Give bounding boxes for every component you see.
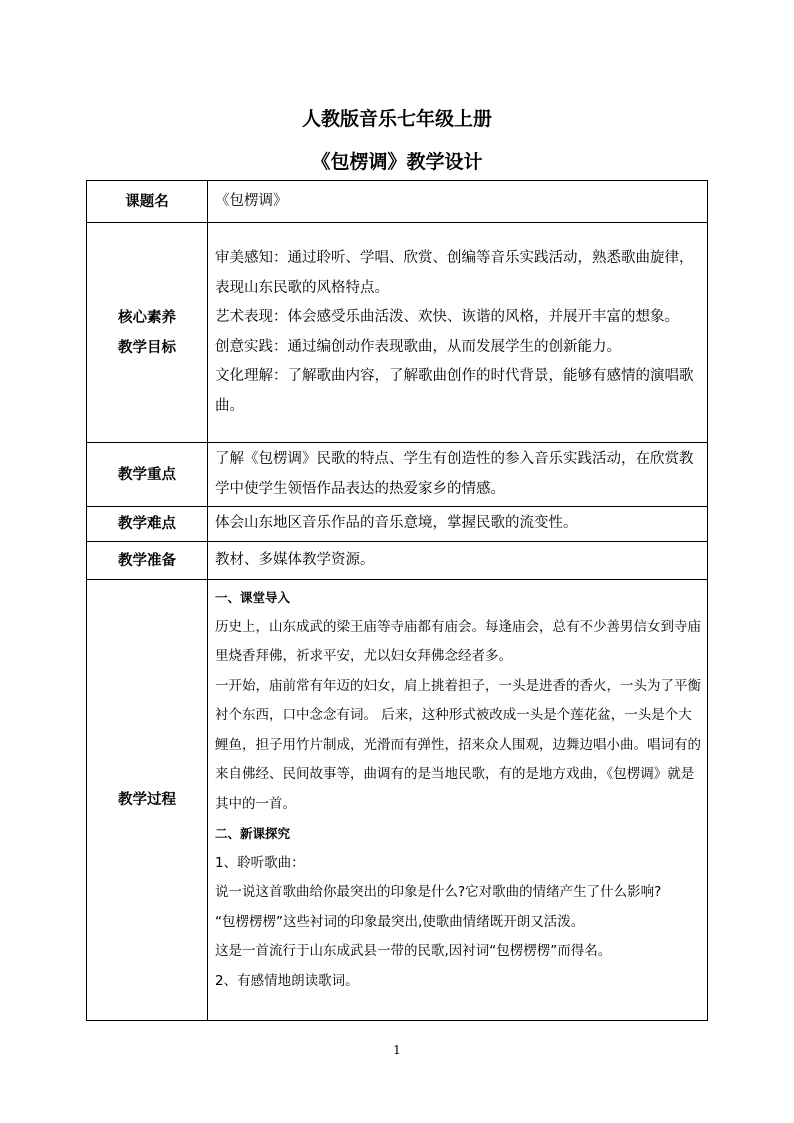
section-heading-intro: 一、课堂导入: [215, 590, 291, 605]
row-label-goals: [87, 223, 208, 443]
goals-label-line1: 核心素养: [118, 309, 176, 326]
key-text: 了解《包楞调》民歌的特点、学生有创造性的参入音乐实践活动，在欣赏教学中使学生领悟作品表达的热爱家乡的情感。: [215, 451, 694, 497]
goal-expression: 艺术表现：体会感受乐曲活泼、欢快、诙谐的风格，并展开丰富的想象。: [215, 309, 679, 325]
row-label-topic: 课题名: [87, 181, 208, 223]
prep-text: 教材、多媒体教学资源。: [215, 551, 375, 568]
listen-answer: “包楞楞楞”这些衬词的印象最突出,使歌曲情绪既开朗又活泼。: [215, 913, 585, 930]
row-label-prep: 教学准备: [87, 542, 208, 580]
row-content-topic: [208, 181, 708, 223]
document-subtitle: 《包楞调》教学设计: [311, 151, 483, 173]
goal-creativity: 创意实践：通过编创动作表现歌曲，从而发展学生的创新能力。: [215, 338, 621, 355]
lesson-plan-table: [86, 180, 708, 1021]
goals-label-line2: 教学目标: [118, 339, 176, 356]
table-row-key: [87, 443, 708, 507]
step-listen: 1、聆听歌曲：: [215, 854, 305, 871]
step-read-lyrics: 2、有感情地朗读歌词。: [215, 972, 359, 989]
table-row-process: [87, 580, 708, 1021]
song-origin: 这是一首流行于山东成武县一带的民歌,因衬词“包楞楞楞”而得名。: [215, 943, 612, 959]
section-heading-explore: 二、新课探究: [215, 826, 291, 841]
row-label-key: 教学重点: [87, 443, 208, 507]
document-title: 人教版音乐七年级上册: [301, 108, 492, 130]
listen-question: 说一说这首歌曲给你最突出的印象是什么?它对歌曲的情绪产生了什么影响?: [215, 884, 662, 900]
goal-culture: 文化理解：了解歌曲内容，了解歌曲创作的时代背景，能够有感情的演唱歌曲。: [215, 368, 694, 414]
row-content-prep: [208, 542, 708, 580]
intro-paragraph-1: 历史上，山东成武的梁王庙等寺庙都有庙会。每逢庙会，总有不少善男信女到寺庙里烧香拜佛，祈求平安，尤以妇女拜佛念经者多。: [215, 618, 701, 664]
row-content-process: [208, 580, 708, 1021]
table-row-goals: [87, 223, 708, 443]
table-row-topic: [87, 181, 708, 223]
page-number: 1: [393, 1043, 401, 1057]
difficulty-text: 体会山东地区音乐作品的音乐意境，掌握民歌的流变性。: [215, 515, 578, 532]
table-row-prep: [87, 542, 708, 580]
row-label-difficulty: 教学难点: [87, 507, 208, 542]
intro-paragraph-2: 一开始，庙前常有年迈的妇女，肩上挑着担子，一头是进香的香火，一头为了平衡衬个东西，口中念念有词。 后来，这种形式被改成一头是个莲花盆，一头是个大鲤鱼，担子用竹片制成，光滑而有弹性，招来众人围观，边舞边唱小曲。唱词有的来自佛经、民间故事等，曲调有的是当地民歌，有的是地方戏曲，《包楞调》就是其中的一首。: [215, 677, 701, 812]
row-label-process: 教学过程: [87, 580, 208, 1021]
goal-aesthetic: 审美感知：通过聆听、学唱、欣赏、创编等音乐实践活动，熟悉歌曲旋律，表现山东民歌的风格特点。: [215, 250, 694, 296]
topic-text: 《包楞调》: [215, 192, 288, 209]
row-content-difficulty: [208, 507, 708, 542]
table-row-difficulty: [87, 507, 708, 542]
row-content-key: [208, 443, 708, 507]
row-content-goals: [208, 223, 708, 443]
